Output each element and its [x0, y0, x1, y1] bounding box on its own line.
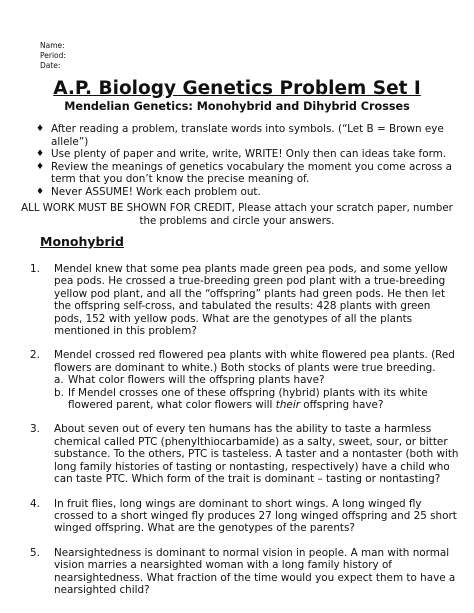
name-label: Name:: [40, 41, 65, 50]
section-heading-monohybrid: Monohybrid: [40, 234, 124, 249]
problem-item: [30, 498, 460, 535]
instruction-item: [36, 161, 456, 186]
diamond-bullet-icon: ♦: [36, 149, 45, 159]
document-subtitle: Mendelian Genetics: Monohybrid and Dihybrid Crosses: [64, 100, 410, 113]
instruction-text: Review the meanings of genetics vocabulary the moment you come across a term that you don’t know the precise meaning of.: [51, 160, 452, 185]
sub-question: [54, 374, 460, 386]
student-info-header: [40, 41, 66, 71]
instruction-item: [36, 186, 456, 199]
sub-question: [54, 387, 460, 412]
problem-text: In fruit flies, long wings are dominant to short wings. A long winged fly crossed to a short winged fly produces 27 long winged offspring and 25 short winged offspring. What are the genotypes of the parents?: [54, 497, 457, 535]
problem-text: About seven out of every ten humans has the ability to taste a harmless chemical called PTC (phenylthiocarbamide) as a salty, sweet, sour, or bitter substance. To the others, PTC is tasteless. A taster and a nontaster (both with long family histories of tasting or nontasting, respectively) have a child who can taste PTC. Which form of the trait is dominant – tasting or nontasting?: [54, 423, 459, 486]
credit-note: ALL WORK MUST BE SHOWN FOR CREDIT, Please attach your scratch paper, number the problems and circle your answers.: [21, 203, 453, 227]
period-label: Period:: [40, 51, 66, 60]
instruction-item: [36, 148, 456, 161]
diamond-bullet-icon: ♦: [36, 124, 45, 134]
problem-text: Mendel knew that some pea plants made green pea pods, and some yellow pea pods. He crossed a true-breeding green pod plant with a true-breeding yellow pod plant, and all the “offspring” plants had green pods. He then let the offspring self-cross, and tabulated the results: 428 plants with green pods, 152 with yellow pods. What are the genotypes of all the plants mentioned in this problem?: [54, 263, 448, 338]
sub-question-text: What color flowers will the offspring plants have?: [68, 374, 325, 387]
document-title: A.P. Biology Genetics Problem Set I: [53, 78, 421, 99]
problem-list: [30, 263, 460, 596]
problem-item: [30, 263, 460, 337]
sub-question-letter: a.: [54, 374, 64, 387]
problem-number: 4.: [30, 497, 40, 510]
problem-item: [30, 547, 460, 597]
problem-number: 5.: [30, 546, 40, 559]
problem-text: Nearsightedness is dominant to normal vision in people. A man with normal vision marries a nearsighted woman with a long family history of nearsightedness. What fraction of the time would you expect them to have a nearsighted child?: [54, 546, 456, 596]
problem-number: 2.: [30, 349, 40, 362]
instruction-text: Use plenty of paper and write, write, WRITE! Only then can ideas take form.: [51, 148, 447, 160]
date-label: Date:: [40, 61, 61, 70]
sub-question-text: If Mendel crosses one of these offspring (hybrid) plants with its white flowered parent, what color flowers will: [68, 386, 428, 412]
sub-question-letter: b.: [54, 386, 64, 399]
instruction-text: Never ASSUME! Work each problem out.: [51, 185, 261, 198]
diamond-bullet-icon: ♦: [36, 186, 45, 197]
diamond-bullet-icon: ♦: [36, 161, 45, 172]
sub-question-emphasis: their: [275, 399, 300, 412]
problem-item: [30, 349, 460, 411]
problem-text: Mendel crossed red flowered pea plants with white flowered pea plants. (Red flowers are dominant to white.) Both stocks of plants were true breeding.: [54, 349, 455, 374]
instruction-list: [36, 123, 456, 198]
problem-number: 1.: [30, 263, 40, 275]
instruction-item: [36, 123, 456, 148]
problem-item: [30, 423, 460, 485]
problem-number: 3.: [30, 423, 40, 436]
sub-question-text-end: offspring have?: [299, 399, 384, 412]
instruction-text: After reading a problem, translate words into symbols. (“Let B = Brown eye allele”): [51, 123, 444, 148]
